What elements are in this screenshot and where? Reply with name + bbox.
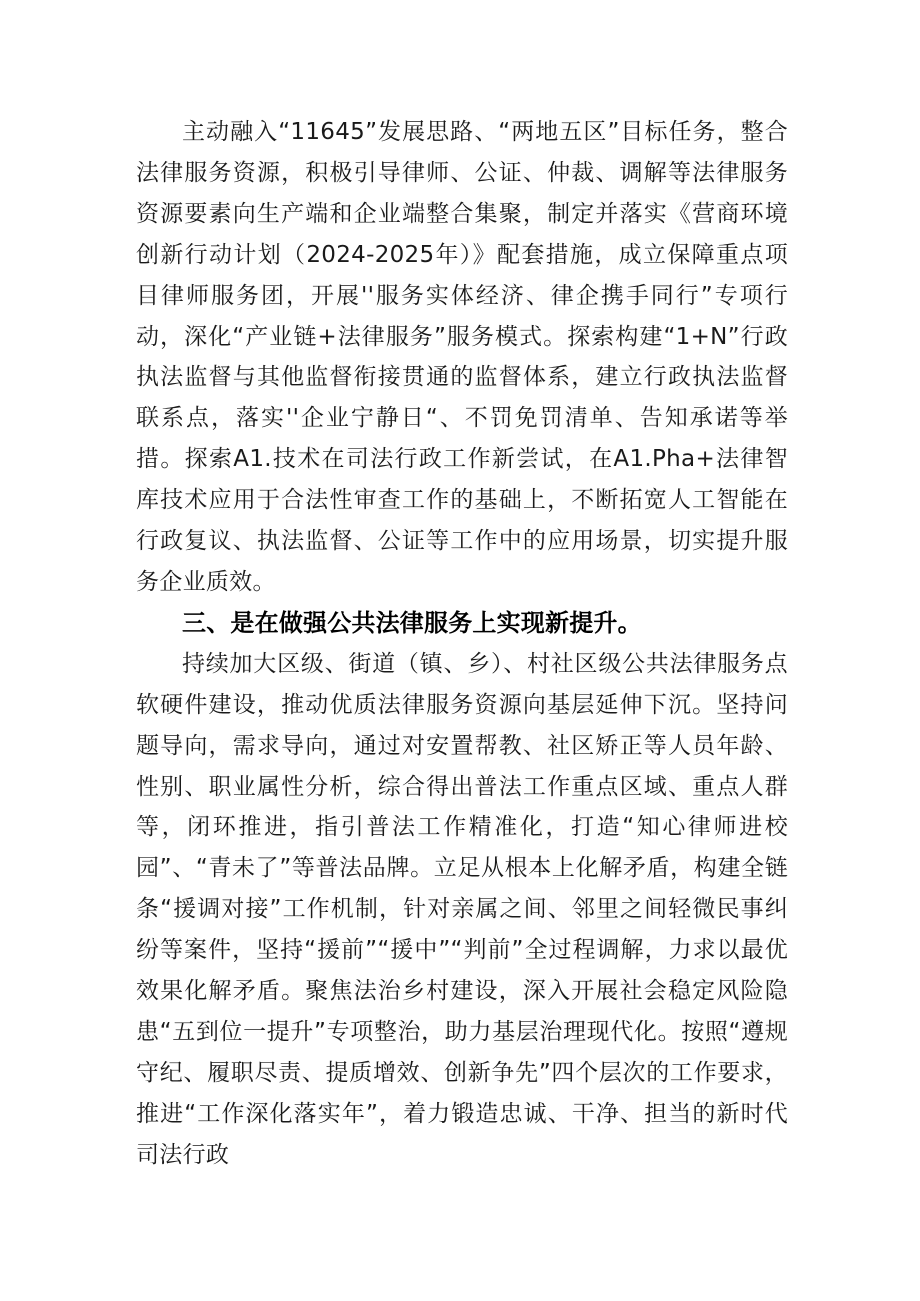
body-paragraph-1: 主动融入“11645”发展思路、“两地五区”目标任务，整合法律服务资源，积极引导律师、公证、仲裁、调解等法律服务资源要素向生产端和企业端整合集聚，制定并落实《营商环境创新行动计划（2024-2025年）》配套措施，成立保障重点项目律师服务团，开展''服务实体经济、律企携手同行”专项行动，深化“产业链+法律服务”服务模式。探索构建“1+N”行政执法监督与其他监督衔接贯通的监督体系，建立行政执法监督联系点，落实''企业宁静日“、不罚免罚清单、告知承诺等举措。探索A1.技术在司法行政工作新尝试，在A1.Pha+法律智库技术应用于合法性审查工作的基础上，不断拓宽人工智能在行政复议、执法监督、公证等工作中的应用场景，切实提升服务企业质效。 xyxy=(136,119,788,595)
document-body xyxy=(136,112,788,1176)
body-paragraph-2: 持续加大区级、街道（镇、乡）、村社区级公共法律服务点软硬件建设，推动优质法律服务资源向基层延伸下沉。坚持问题导向，需求导向，通过对安置帮教、社区矫正等人员年龄、性别、职业属性分析，综合得出普法工作重点区域、重点人群等，闭环推进，指引普法工作精准化，打造“知心律师进校园”、“青未了”等普法品牌。立足从根本上化解矛盾，构建全链条“援调对接”工作机制，针对亲属之间、邻里之间轻微民事纠纷等案件，坚持“援前”“援中”“判前”全过程调解，力求以最优效果化解矛盾。聚焦法治乡村建设，深入开展社会稳定风险隐患“五到位一提升”专项整治，助力基层治理现代化。按照“遵规守纪、履职尽责、提质增效、创新争先”四个层次的工作要求，推进“工作深化落实年”，着力锻造忠诚、干净、担当的新时代司法行政 xyxy=(136,650,788,1168)
section-heading-3: 三、是在做强公共法律服务上实现新提升。 xyxy=(182,608,642,637)
